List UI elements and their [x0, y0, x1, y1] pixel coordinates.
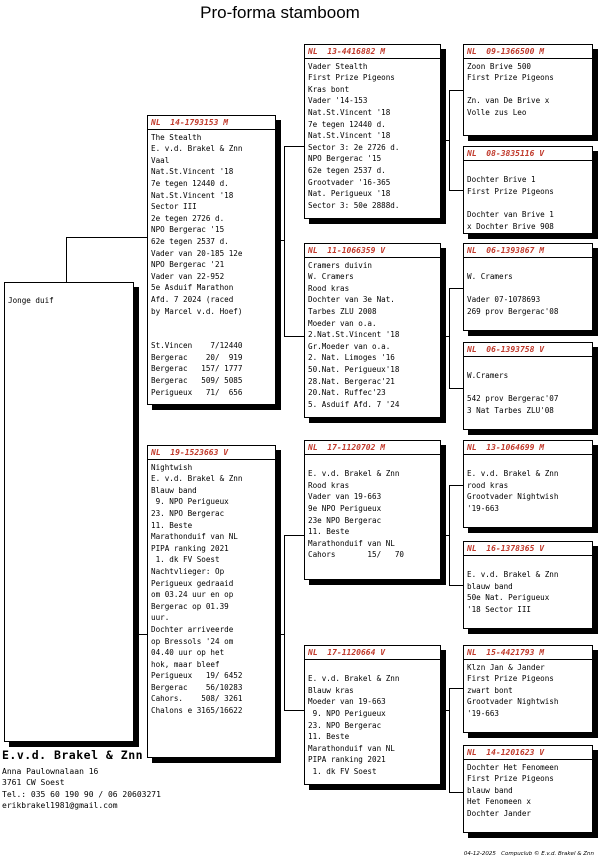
pedigree-line: Sector 3: 2e 2726 d.	[308, 142, 400, 152]
pedigree-line: Sector 3: 50e 2888d.	[308, 200, 400, 210]
pedigree-line: uur.	[151, 613, 170, 623]
ssd-ring: NL 08-3835116 V	[464, 148, 592, 161]
dss-box	[463, 440, 593, 528]
pedigree-line	[308, 457, 437, 469]
ddd-lines	[467, 762, 589, 820]
dam-dam-box	[304, 645, 441, 785]
pedigree-line: Blauw kras	[308, 685, 354, 695]
pedigree-line: hok, maar bleef	[151, 659, 220, 669]
dam-ring: NL 19-1523663 V	[148, 447, 275, 460]
footer-date: 04-12-2025	[463, 851, 496, 857]
pedigree-line: Marathonduif van NL	[308, 538, 395, 548]
sds-ring: NL 06-1393867 M	[464, 245, 592, 258]
pedigree-line: Bergerac 20/ 919	[151, 352, 243, 362]
sdd-box	[463, 342, 593, 430]
pedigree-line: 23. NPO Bergerac	[151, 508, 225, 518]
pedigree-line: W. Cramers	[308, 272, 354, 282]
pedigree-line: Dochter Het Fenomeen	[467, 762, 559, 772]
connector	[449, 485, 463, 486]
footer-credit: Compuclub © E.v.d. Brakel & Znn	[501, 851, 594, 857]
pedigree-line: First Prize Pigeons	[467, 186, 554, 196]
sss-ring: NL 09-1366500 M	[464, 46, 592, 59]
pedigree-line: op Bressols '24 om	[151, 636, 234, 646]
pedigree-line: First Prize Pigeons	[467, 674, 554, 684]
connector	[441, 535, 449, 536]
dam-sire-box	[304, 440, 441, 580]
sss-lines	[467, 61, 589, 119]
connector	[441, 710, 449, 711]
pedigree-line: Rood kras	[308, 283, 350, 293]
pedigree-line: Dochter arriveerde	[151, 624, 234, 634]
connector	[66, 237, 147, 238]
connector	[276, 240, 284, 241]
pedigree-line: 11. Beste	[151, 520, 193, 530]
sire-sire-lines	[308, 61, 437, 212]
pedigree-line: 23. NPO Bergerac	[308, 720, 382, 730]
pedigree-line: rood kras	[467, 480, 509, 490]
pedigree-line: zwart bont	[467, 685, 513, 695]
pedigree-line: Nat.St.Vincent '18	[151, 167, 234, 177]
pedigree-line: First Prize Pigeons	[308, 73, 395, 83]
pedigree-line: Vader van 19-663	[308, 492, 382, 502]
owner-block	[2, 750, 161, 812]
dam-lines	[151, 462, 272, 717]
pedigree-line: Nat. Perigueux '18	[308, 189, 391, 199]
pedigree-line: Chalons e 3165/16622	[151, 706, 243, 716]
footer	[464, 851, 594, 857]
pedigree-line: Marathonduif van NL	[308, 743, 395, 753]
pedigree-line: E. v.d. Brakel & Znn	[467, 469, 559, 479]
pedigree-line: Vaal	[151, 155, 170, 165]
owner-name: E.v.d. Brakel & Znn	[2, 748, 144, 762]
connector	[449, 288, 450, 388]
pedigree-line: blauw band	[467, 785, 513, 795]
dam-sire-ring: NL 17-1120702 M	[305, 442, 440, 455]
pedigree-line: 23e NPO Bergerac	[308, 515, 382, 525]
pedigree-line: E. v.d. Brakel & Znn	[151, 144, 243, 154]
pedigree-line: 5e Asduif Marathon	[151, 283, 234, 293]
pedigree-line: NPO Bergerac '15	[151, 225, 225, 235]
pedigree-line: Afd. 7 2024 (raced	[151, 294, 234, 304]
dam-dam-lines	[308, 662, 437, 778]
connector	[284, 535, 285, 710]
pedigree-line: Blauw band	[151, 485, 197, 495]
sire-sire-box	[304, 44, 441, 219]
pedigree-line: Het Fenomeen x	[467, 797, 532, 807]
pedigree-line: E. v.d. Brakel & Znn	[151, 474, 243, 484]
pedigree-line: 1. dk FV Soest	[151, 555, 220, 565]
pedigree-line	[467, 457, 589, 469]
owner-address: Anna Paulownalaan 16	[2, 766, 99, 776]
pedigree-line: Marathonduif van NL	[151, 532, 238, 542]
pedigree-line: 2.Nat.St.Vincent '18	[308, 330, 400, 340]
dss-ring: NL 13-1064699 M	[464, 442, 592, 455]
pedigree-line: Vader van 20-185 12e	[151, 248, 243, 258]
connector	[284, 146, 304, 147]
connector	[449, 388, 463, 389]
sire-lines	[151, 132, 272, 399]
sdd-lines	[467, 359, 589, 417]
sds-box	[463, 243, 593, 331]
pedigree-line	[308, 662, 437, 674]
connector	[449, 288, 463, 289]
pedigree-line: 50.Nat. Perigueux'18	[308, 364, 400, 374]
pedigree-line	[467, 84, 589, 96]
sire-dam-box	[304, 243, 441, 418]
pedigree-line: '19-663	[467, 708, 500, 718]
pedigree-line: W. Cramers	[467, 272, 513, 282]
connector	[449, 688, 450, 792]
pedigree-line: by Marcel v.d. Hoef)	[151, 306, 243, 316]
page-title: Pro-forma stamboom	[200, 3, 360, 22]
ddd-box	[463, 745, 593, 833]
pedigree-line: Sector III	[151, 202, 197, 212]
pedigree-line: Klzn Jan & Jander	[467, 662, 545, 672]
pedigree-line: E. v.d. Brakel & Znn	[308, 674, 400, 684]
dam-box	[147, 445, 276, 758]
dam-dam-ring: NL 17-1120664 V	[305, 647, 440, 660]
pedigree-line: 1. dk FV Soest	[308, 766, 377, 776]
connector	[449, 90, 450, 190]
pedigree-line: PIPA ranking 2021	[308, 755, 386, 765]
pedigree-line: Bergerac 56/10283	[151, 682, 243, 692]
pedigree-line: Nat.St.Vincent '18	[151, 190, 234, 200]
pedigree-line: First Prize Pigeons	[467, 774, 554, 784]
pedigree-line: Cahors. 508/ 3261	[151, 694, 243, 704]
dsd-ring: NL 16-1378365 V	[464, 543, 592, 556]
pedigree-line: E. v.d. Brakel & Znn	[308, 469, 400, 479]
subject-box	[4, 282, 134, 742]
pedigree-line: x Dochter Brive 908	[467, 221, 554, 231]
pedigree-line	[467, 283, 589, 295]
connector	[441, 336, 449, 337]
pedigree-line	[151, 317, 272, 329]
dds-lines	[467, 662, 589, 720]
sdd-ring: NL 06-1393758 V	[464, 344, 592, 357]
connector	[449, 688, 463, 689]
dsd-lines	[467, 558, 589, 616]
pedigree-line: Cramers duivin	[308, 260, 373, 270]
pedigree-line: Bergerac 157/ 1777	[151, 364, 243, 374]
pedigree-line: Bergerac 509/ 5085	[151, 376, 243, 386]
pedigree-line: Cahors 15/ 70	[308, 550, 405, 560]
pedigree-line: blauw band	[467, 581, 513, 591]
pedigree-line	[467, 558, 589, 570]
pedigree-line: Grootvader '16-365	[308, 177, 391, 187]
pedigree-line: Nachtvlieger: Op	[151, 566, 225, 576]
connector	[449, 792, 463, 793]
ssd-lines	[467, 163, 589, 233]
pedigree-line: Dochter Brive 1	[467, 175, 536, 185]
pedigree-line: 7e tegen 12440 d.	[151, 178, 229, 188]
sire-box	[147, 115, 276, 405]
dds-ring: NL 15-4421793 M	[464, 647, 592, 660]
connector	[449, 90, 463, 91]
pedigree-line	[467, 359, 589, 371]
sire-dam-ring: NL 11-1066359 V	[305, 245, 440, 258]
pedigree-line: om 03.24 uur en op	[151, 590, 234, 600]
connector	[449, 485, 450, 585]
pedigree-line: PIPA ranking 2021	[151, 543, 229, 553]
pedigree-line: 9e NPO Perigueux	[308, 503, 382, 513]
connector	[284, 336, 304, 337]
connector	[449, 190, 463, 191]
pedigree-line: Dochter van Brive 1	[467, 209, 554, 219]
pedigree-line: 269 prov Bergerac'08	[467, 306, 559, 316]
connector	[441, 140, 449, 141]
pedigree-line: Perigueux gedraaid	[151, 578, 234, 588]
pedigree-line: 62e tegen 2537 d.	[308, 165, 386, 175]
pedigree-line	[467, 197, 589, 209]
pedigree-line: 5. Asduif Afd. 7 '24	[308, 399, 400, 409]
pedigree-line: E. v.d. Brakel & Znn	[467, 570, 559, 580]
pedigree-line: 3 Nat Tarbes ZLU'08	[467, 405, 554, 415]
sire-sire-ring: NL 13-4416882 M	[305, 46, 440, 59]
pedigree-line: Moeder van o.a.	[308, 318, 377, 328]
pedigree-line: '19-663	[467, 503, 500, 513]
dam-sire-lines	[308, 457, 437, 561]
pedigree-line: Zn. van De Brive x	[467, 96, 550, 106]
sss-box	[463, 44, 593, 136]
pedigree-line	[467, 260, 589, 272]
pedigree-line: '18 Sector III	[467, 604, 532, 614]
pedigree-line: Perigueux 71/ 656	[151, 387, 243, 397]
pedigree-line: 11. Beste	[308, 732, 350, 742]
pedigree-line: 7e tegen 12440 d.	[308, 119, 386, 129]
dsd-box	[463, 541, 593, 629]
pedigree-line: W.Cramers	[467, 371, 509, 381]
pedigree-line: Dochter Jander	[467, 808, 532, 818]
pedigree-line: Tarbes ZLU 2008	[308, 306, 377, 316]
pedigree-line: 11. Beste	[308, 527, 350, 537]
pedigree-line: Grootvader Nightwish	[467, 492, 559, 502]
owner-city: 3761 CW Soest	[2, 778, 65, 787]
pedigree-line: Zoon Brive 500	[467, 61, 532, 71]
owner-email[interactable]: erikbrakel1981@gmail.com	[2, 801, 118, 810]
connector	[284, 710, 304, 711]
pedigree-line: Moeder van 19-663	[308, 697, 386, 707]
pedigree-line: Rood kras	[308, 480, 350, 490]
pedigree-line: Gr.Moeder van o.a.	[308, 341, 391, 351]
pedigree-line: The Stealth	[151, 132, 202, 142]
owner-phone: Tel.: 035 60 190 90 / 06 20603271	[2, 789, 161, 799]
pedigree-line: Perigueux 19/ 6452	[151, 671, 243, 681]
subject-label: Jonge duif	[8, 296, 54, 305]
pedigree-line: 20.Nat. Ruffec'23	[308, 388, 386, 398]
pedigree-line: Bergerac op 01.39	[151, 601, 229, 611]
sire-dam-lines	[308, 260, 437, 411]
pedigree-line: 04.40 uur op het	[151, 648, 225, 658]
pedigree-line: 2. Nat. Limoges '16	[308, 353, 395, 363]
connector	[284, 535, 304, 536]
pedigree-line: Vader 07-1078693	[467, 295, 541, 305]
sds-lines	[467, 260, 589, 318]
pedigree-line	[467, 382, 589, 394]
pedigree-line: Grootvader Nightwish	[467, 697, 559, 707]
pedigree-line: 9. NPO Perigueux	[308, 708, 386, 718]
pedigree-line: 2e tegen 2726 d.	[151, 213, 225, 223]
pedigree-line: 9. NPO Perigueux	[151, 497, 229, 507]
pedigree-line: Vader van 22-952	[151, 271, 225, 281]
pedigree-line	[467, 163, 589, 175]
pedigree-line: 62e tegen 2537 d.	[151, 236, 229, 246]
sire-ring: NL 14-1793153 M	[148, 117, 275, 130]
connector	[276, 634, 284, 635]
pedigree-line: Volle zus Leo	[467, 107, 527, 117]
pedigree-line: St.Vincen 7/12440	[151, 341, 243, 351]
pedigree-line: Nat.St.Vincent '18	[308, 131, 391, 141]
pedigree-line: First Prize Pigeons	[467, 73, 554, 83]
pedigree-line: 28.Nat. Bergerac'21	[308, 376, 395, 386]
pedigree-line: NPO Bergerac '15	[308, 154, 382, 164]
pedigree-line	[151, 329, 272, 341]
ssd-box	[463, 146, 593, 234]
pedigree-line: 50e Nat. Perigueux	[467, 593, 550, 603]
connector	[284, 146, 285, 336]
dds-box	[463, 645, 593, 733]
pedigree-line: Dochter van 3e Nat.	[308, 295, 395, 305]
pedigree-line: Nat.St.Vincent '18	[308, 107, 391, 117]
ddd-ring: NL 14-1201623 V	[464, 747, 592, 760]
connector	[449, 585, 463, 586]
pedigree-line: Nightwish	[151, 462, 193, 472]
pedigree-line: Vader '14-153	[308, 96, 368, 106]
pedigree-line: Kras bont	[308, 84, 350, 94]
dss-lines	[467, 457, 589, 515]
pedigree-line: NPO Bergerac '21	[151, 260, 225, 270]
pedigree-line: Vader Stealth	[308, 61, 368, 71]
pedigree-line: 542 prov Bergerac'07	[467, 394, 559, 404]
